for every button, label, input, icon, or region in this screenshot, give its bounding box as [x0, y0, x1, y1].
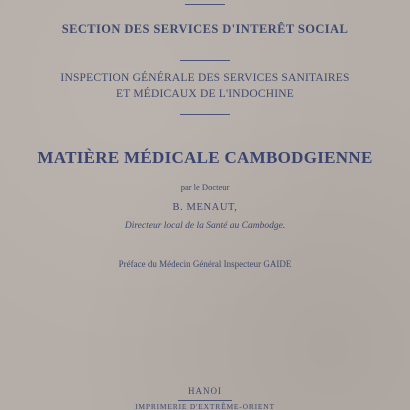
preface-credit: Préface du Médecin Général Inspecteur GAIDE	[118, 259, 292, 269]
inspection-heading-line1: INSPECTION GÉNÉRALE DES SERVICES SANITAIRES	[60, 72, 350, 84]
author-role: Directeur local de la Santé au Cambodge.	[124, 221, 286, 231]
inspection-divider-rule	[180, 114, 230, 115]
imprint-city: HANOI	[188, 386, 222, 396]
inspection-heading-line2: ET MÉDICAUX DE L'INDOCHINE	[116, 88, 294, 100]
author-name: B. MENAUT,	[172, 202, 238, 213]
section-heading: SECTION DES SERVICES D'INTERÊT SOCIAL	[61, 22, 349, 36]
imprint-printer: IMPRIMERIE D'EXTRÊME-ORIENT	[135, 402, 275, 410]
section-divider-rule	[180, 60, 230, 61]
byline-par: par le Docteur	[180, 182, 230, 192]
book-title: MATIÈRE MÉDICALE CAMBODGIENNE	[37, 148, 373, 167]
imprint-rule	[178, 400, 232, 401]
top-short-rule	[185, 4, 225, 5]
